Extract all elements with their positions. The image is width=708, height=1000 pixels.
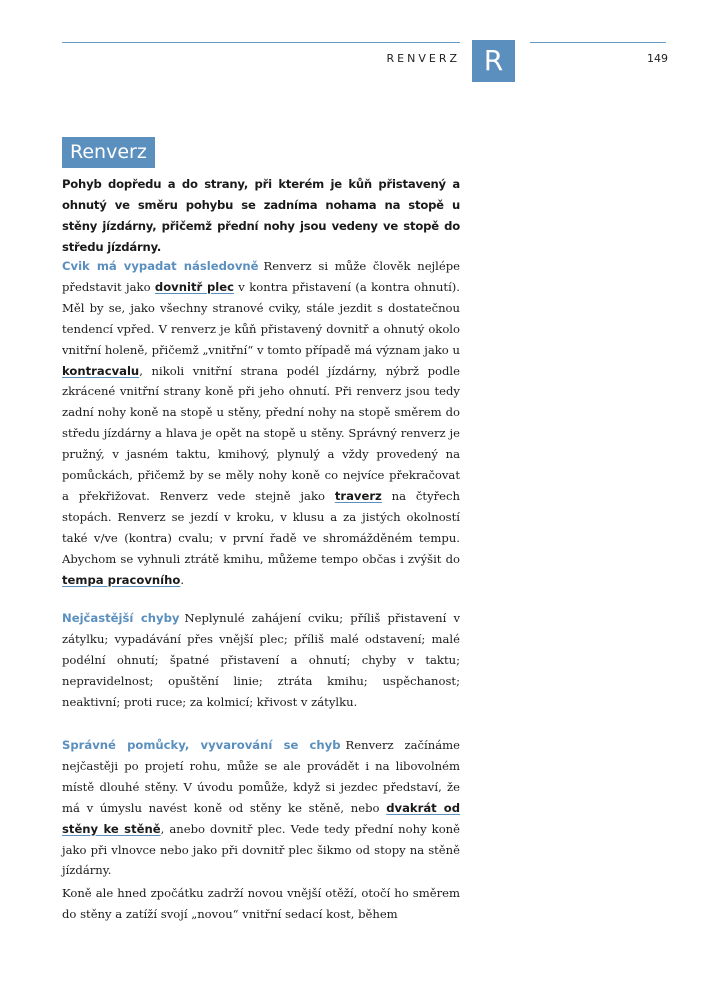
running-head: RENVERZ — [386, 52, 460, 65]
paragraph-correct-aids — [62, 735, 460, 881]
header-rule-left — [62, 42, 460, 43]
paragraph-continuation: Koně ale hned zpočátku zadrží novou vnější otěží, otočí ho směrem do stěny a zatíží svojí „novou“ vnitřní sedací kost, během — [62, 886, 460, 921]
cross-reference-link[interactable]: dvakrát od stěny ke stěně — [62, 800, 460, 836]
section-heading-description: Cvik má vypadat následovně — [62, 259, 259, 273]
section-letter-tab: R — [472, 40, 515, 82]
paragraph-common-mistakes — [62, 608, 460, 713]
body-text: , anebo dovnitř plec. Vede tedy přední nohy koně jako při vlnovce nebo jako při dovnitř plec šikmo od stopy na stěně jízdárny. — [62, 821, 461, 878]
body-text: v kontra přistavení (a kontra ohnutí). Měl by se, jako všechny stranové cviky, stále jezdit s dostatečnou tendencí vpřed. V renverz je kůň přistavený dovnitř a ohnutý okolo vnitřní holeně, přičemž „vnitřní“ v tomto případě má význam jako u — [62, 279, 460, 357]
paragraph-description — [62, 256, 460, 591]
cross-reference-link[interactable]: traverz — [334, 488, 382, 503]
body-text: na čtyřech stopách. Renverz se jezdí v kroku, v klusu a za jistých okolností také v/ve (kontra) cvalu; v první řadě ve shromážděném tempu. Abychom se vyhnuli ztrátě kmihu, můžeme tempo občas i zvýšit do — [62, 488, 460, 566]
page-number: 149 — [647, 52, 668, 65]
header-rule-right — [530, 42, 666, 43]
section-heading-mistakes: Nejčastější chyby — [62, 611, 180, 625]
body-text: Renverz začínáme nejčastěji po projetí rohu, může se ale provádět i na libovolném místě dlouhé stěny. V úvodu pomůže, když si jezdec představí, že má v úmyslu navést koně od stěny ke stěně, nebo — [62, 738, 460, 815]
entry-title: Renverz — [62, 137, 155, 168]
body-text: Renverz si může člověk nejlépe představit jako — [62, 259, 461, 294]
cross-reference-link[interactable]: dovnitř plec — [154, 279, 234, 294]
body-text: , nikoli vnitřní strana podél jízdárny, nýbrž podle zkrácené vnitřní strany koně při jeho ohnutí. Při renverz jsou tedy zadní nohy koně na stopě u stěny, přední nohy na stopě směrem do středu jízdárny a hlava je opět na stopě u stěny. Správný renverz je pružný, v jasném taktu, kmihový, plynulý a vždy provedený na pomůckách, přičemž by se měly nohy koně co nejvíce překračovat a překřižovat. Renverz vede stejně jako — [62, 363, 460, 503]
cross-reference-link[interactable]: tempa pracovního — [62, 572, 181, 587]
entry-lead-definition: Pohyb dopředu a do strany, při kterém je kůň přistavený a ohnutý ve směru pohybu se zadníma nohama na stopě u stěny jízdárny, přičemž přední nohy jsou vedeny ve stopě do středu jízdárny. — [62, 177, 460, 254]
cross-reference-link[interactable]: kontracvalu — [62, 363, 140, 378]
section-heading-aids: Správné pomůcky, vyvarování se chyb — [62, 738, 341, 752]
body-text: Neplynulé zahájení cviku; příliš přistavení v zátylku; vypadávání přes vnější plec; příliš malé odstavení; malé podélní ohnutí; špatné přistavení a ohnutí; chyby v taktu; nepravidelnost; opuštění linie; ztráta kmihu; uspěchanost; neaktivní; proti ruce; za kolmicí; křivost v zátylku. — [62, 611, 460, 709]
body-text: . — [180, 572, 185, 587]
